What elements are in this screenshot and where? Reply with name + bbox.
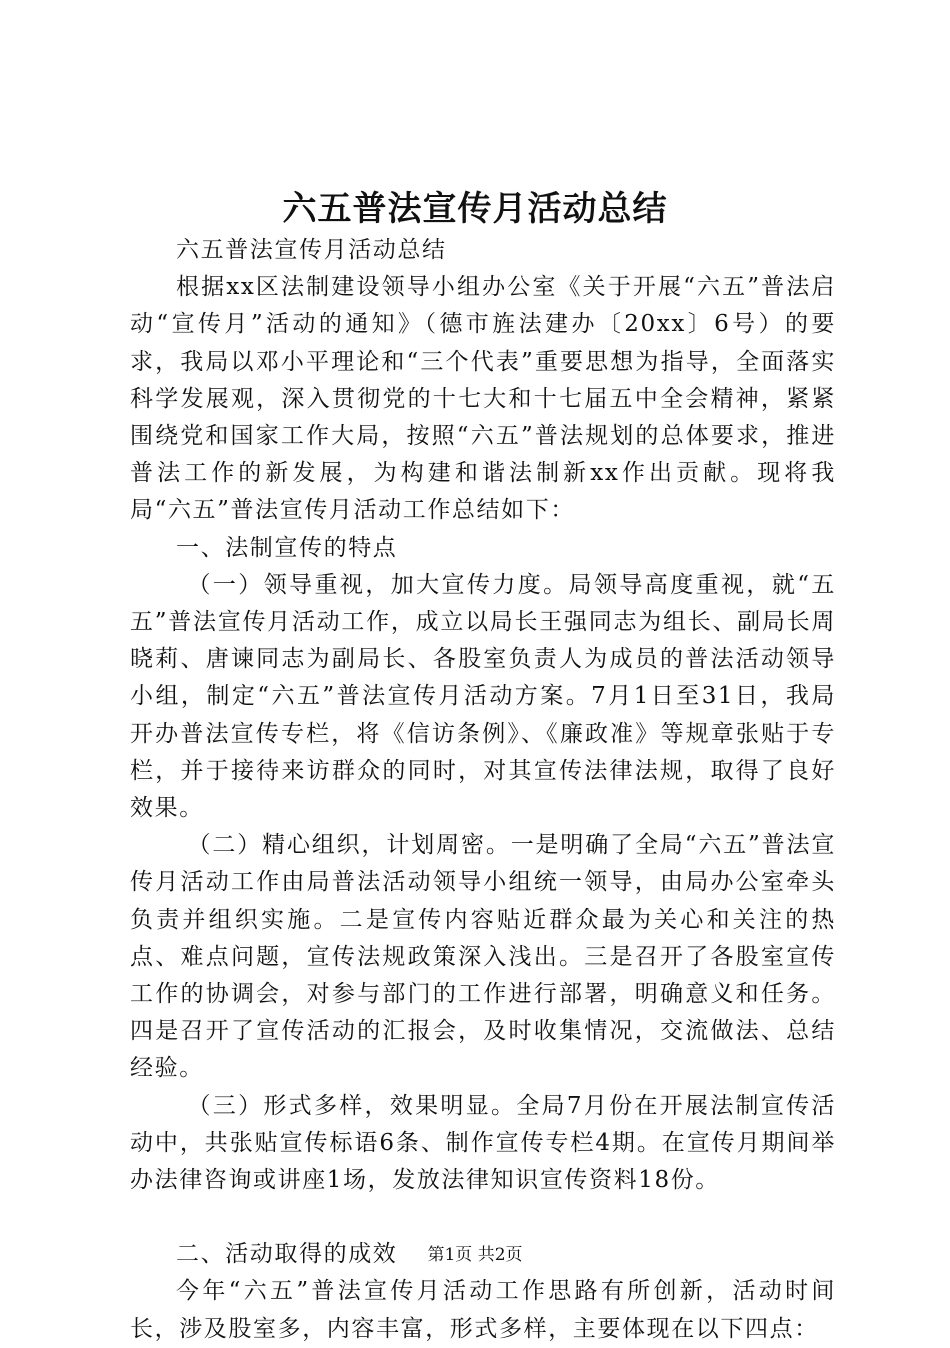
section-heading-1: 一、法制宣传的特点 — [176, 534, 398, 561]
section-2-paragraph: 今年“六五”普法宣传月活动工作思路有所创新，活动时间长，涉及股室多，内容丰富，形式多样，主要体现在以下四点： — [130, 1278, 836, 1342]
section-1-item-1: （一）领导重视，加大宣传力度。局领导高度重视，就“五五”普法宣传月活动工作，成立以局长王强同志为组长、副局长周晓莉、唐谏同志为副局长、各股室负责人为成员的普法活动领导小组，制定“六五”普法宣传月活动方案。7月1日至31日，我局开办普法宣传专栏，将《信访条例》、《廉政准》等规章张贴于专栏，并于接待来访群众的同时，对其宣传法律法规，取得了良好效果。 — [130, 571, 836, 822]
section-1-item-2: （二）精心组织，计划周密。一是明确了全局“六五”普法宣传月活动工作由局普法活动领导小组统一领导，由局办公室牵头负责并组织实施。二是宣传内容贴近群众最为关心和关注的热点、难点问题，宣传法规政策深入浅出。三是召开了各股室宣传工作的协调会，对参与部门的工作进行部署，明确意义和任务。四是召开了宣传活动的汇报会，及时收集情况，交流做法、总结经验。 — [130, 832, 836, 1082]
document-title: 六五普法宣传月活动总结 — [282, 189, 668, 229]
page-footer: 第1页 共2页 — [427, 1245, 523, 1265]
section-heading-2: 二、活动取得的成效 — [176, 1241, 398, 1268]
section-1-item-3: （三）形式多样，效果明显。全局7月份在开展法制宣传活动中，共张贴宣传标语6条、制作宣传专栏4期。在宣传月期间举办法律咨询或讲座1场，发放法律知识宣传资料18份。 — [130, 1092, 836, 1194]
document-body — [130, 232, 836, 1348]
intro-paragraph: 根据xx区法制建设领导小组办公室《关于开展“六五”普法启动“宣传月”活动的通知》（德市旌法建办〔20xx〕6号）的要求，我局以邓小平理论和“三个代表”重要思想为指导，全面落实科学发展观，深入贯彻党的十七大和十七届五中全会精神，紧紧围绕党和国家工作大局，按照“六五”普法规划的总体要求，推进普法工作的新发展，为构建和谐法制新xx作出贡献。现将我局“六五”普法宣传月活动工作总结如下： — [130, 274, 836, 524]
subtitle-paragraph: 六五普法宣传月活动总结 — [176, 237, 447, 263]
